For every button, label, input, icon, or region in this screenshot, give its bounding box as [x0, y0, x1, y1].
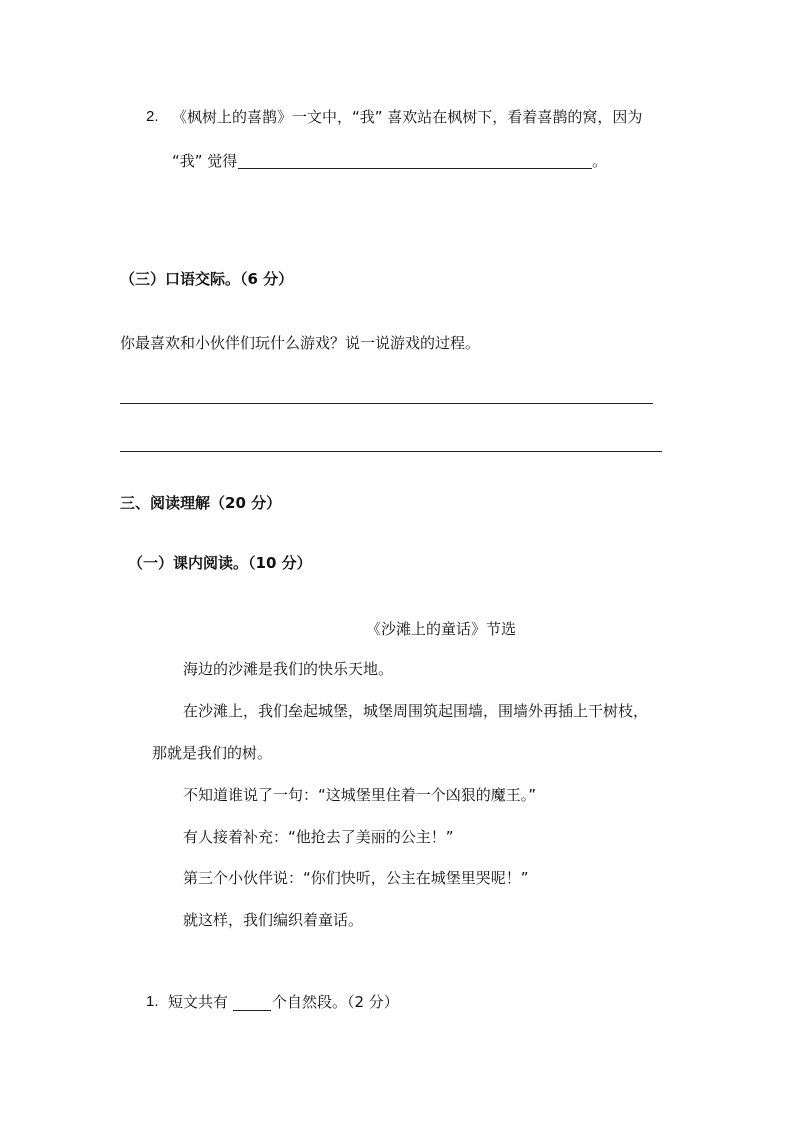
passage-paragraph: 有人接着补充：“他抢去了美丽的公主！”	[183, 828, 454, 846]
oral-communication-prompt: 你最喜欢和小伙伴们玩什么游戏？说一说游戏的过程。	[120, 334, 481, 352]
answer-line-2[interactable]	[120, 451, 662, 452]
passage-paragraph: 在沙滩上，我们垒起城堡，城堡周围筑起围墙，围墙外再插上干树枝，	[183, 702, 649, 720]
answer-line-1[interactable]	[120, 403, 653, 404]
answer-blank-q1[interactable]	[233, 1010, 271, 1011]
question-2-number: 2.	[146, 108, 159, 125]
passage-paragraph: 第三个小伙伴说：“你们快听，公主在城堡里哭呢！”	[183, 869, 529, 887]
passage-paragraph-continuation: 那就是我们的树。	[152, 744, 273, 762]
answer-blank-q2[interactable]	[238, 168, 592, 169]
question-1-prefix: 短文共有	[168, 993, 229, 1011]
passage-paragraph: 不知道谁说了一句：“这城堡里住着一个凶狠的魔王。”	[183, 786, 537, 804]
question-2-line2-prefix: “我” 觉得	[172, 152, 238, 170]
reading-subheading: （一）课内阅读。（10 分）	[128, 554, 312, 572]
oral-communication-heading: （三）口语交际。（6 分）	[120, 270, 294, 288]
question-2-line1: 《枫树上的喜鹊》一文中，“我” 喜欢站在枫树下，看着喜鹊的窝，因为	[172, 108, 643, 126]
question-1-suffix: 个自然段。（2 分）	[272, 993, 399, 1011]
reading-heading: 三、阅读理解（20 分）	[120, 494, 282, 512]
question-2-line2-end: 。	[592, 152, 608, 170]
passage-paragraph: 海边的沙滩是我们的快乐天地。	[183, 660, 394, 678]
passage-title: 《沙滩上的童话》节选	[366, 620, 517, 638]
passage-paragraph: 就这样，我们编织着童话。	[183, 911, 364, 929]
question-1-number: 1.	[146, 993, 159, 1010]
